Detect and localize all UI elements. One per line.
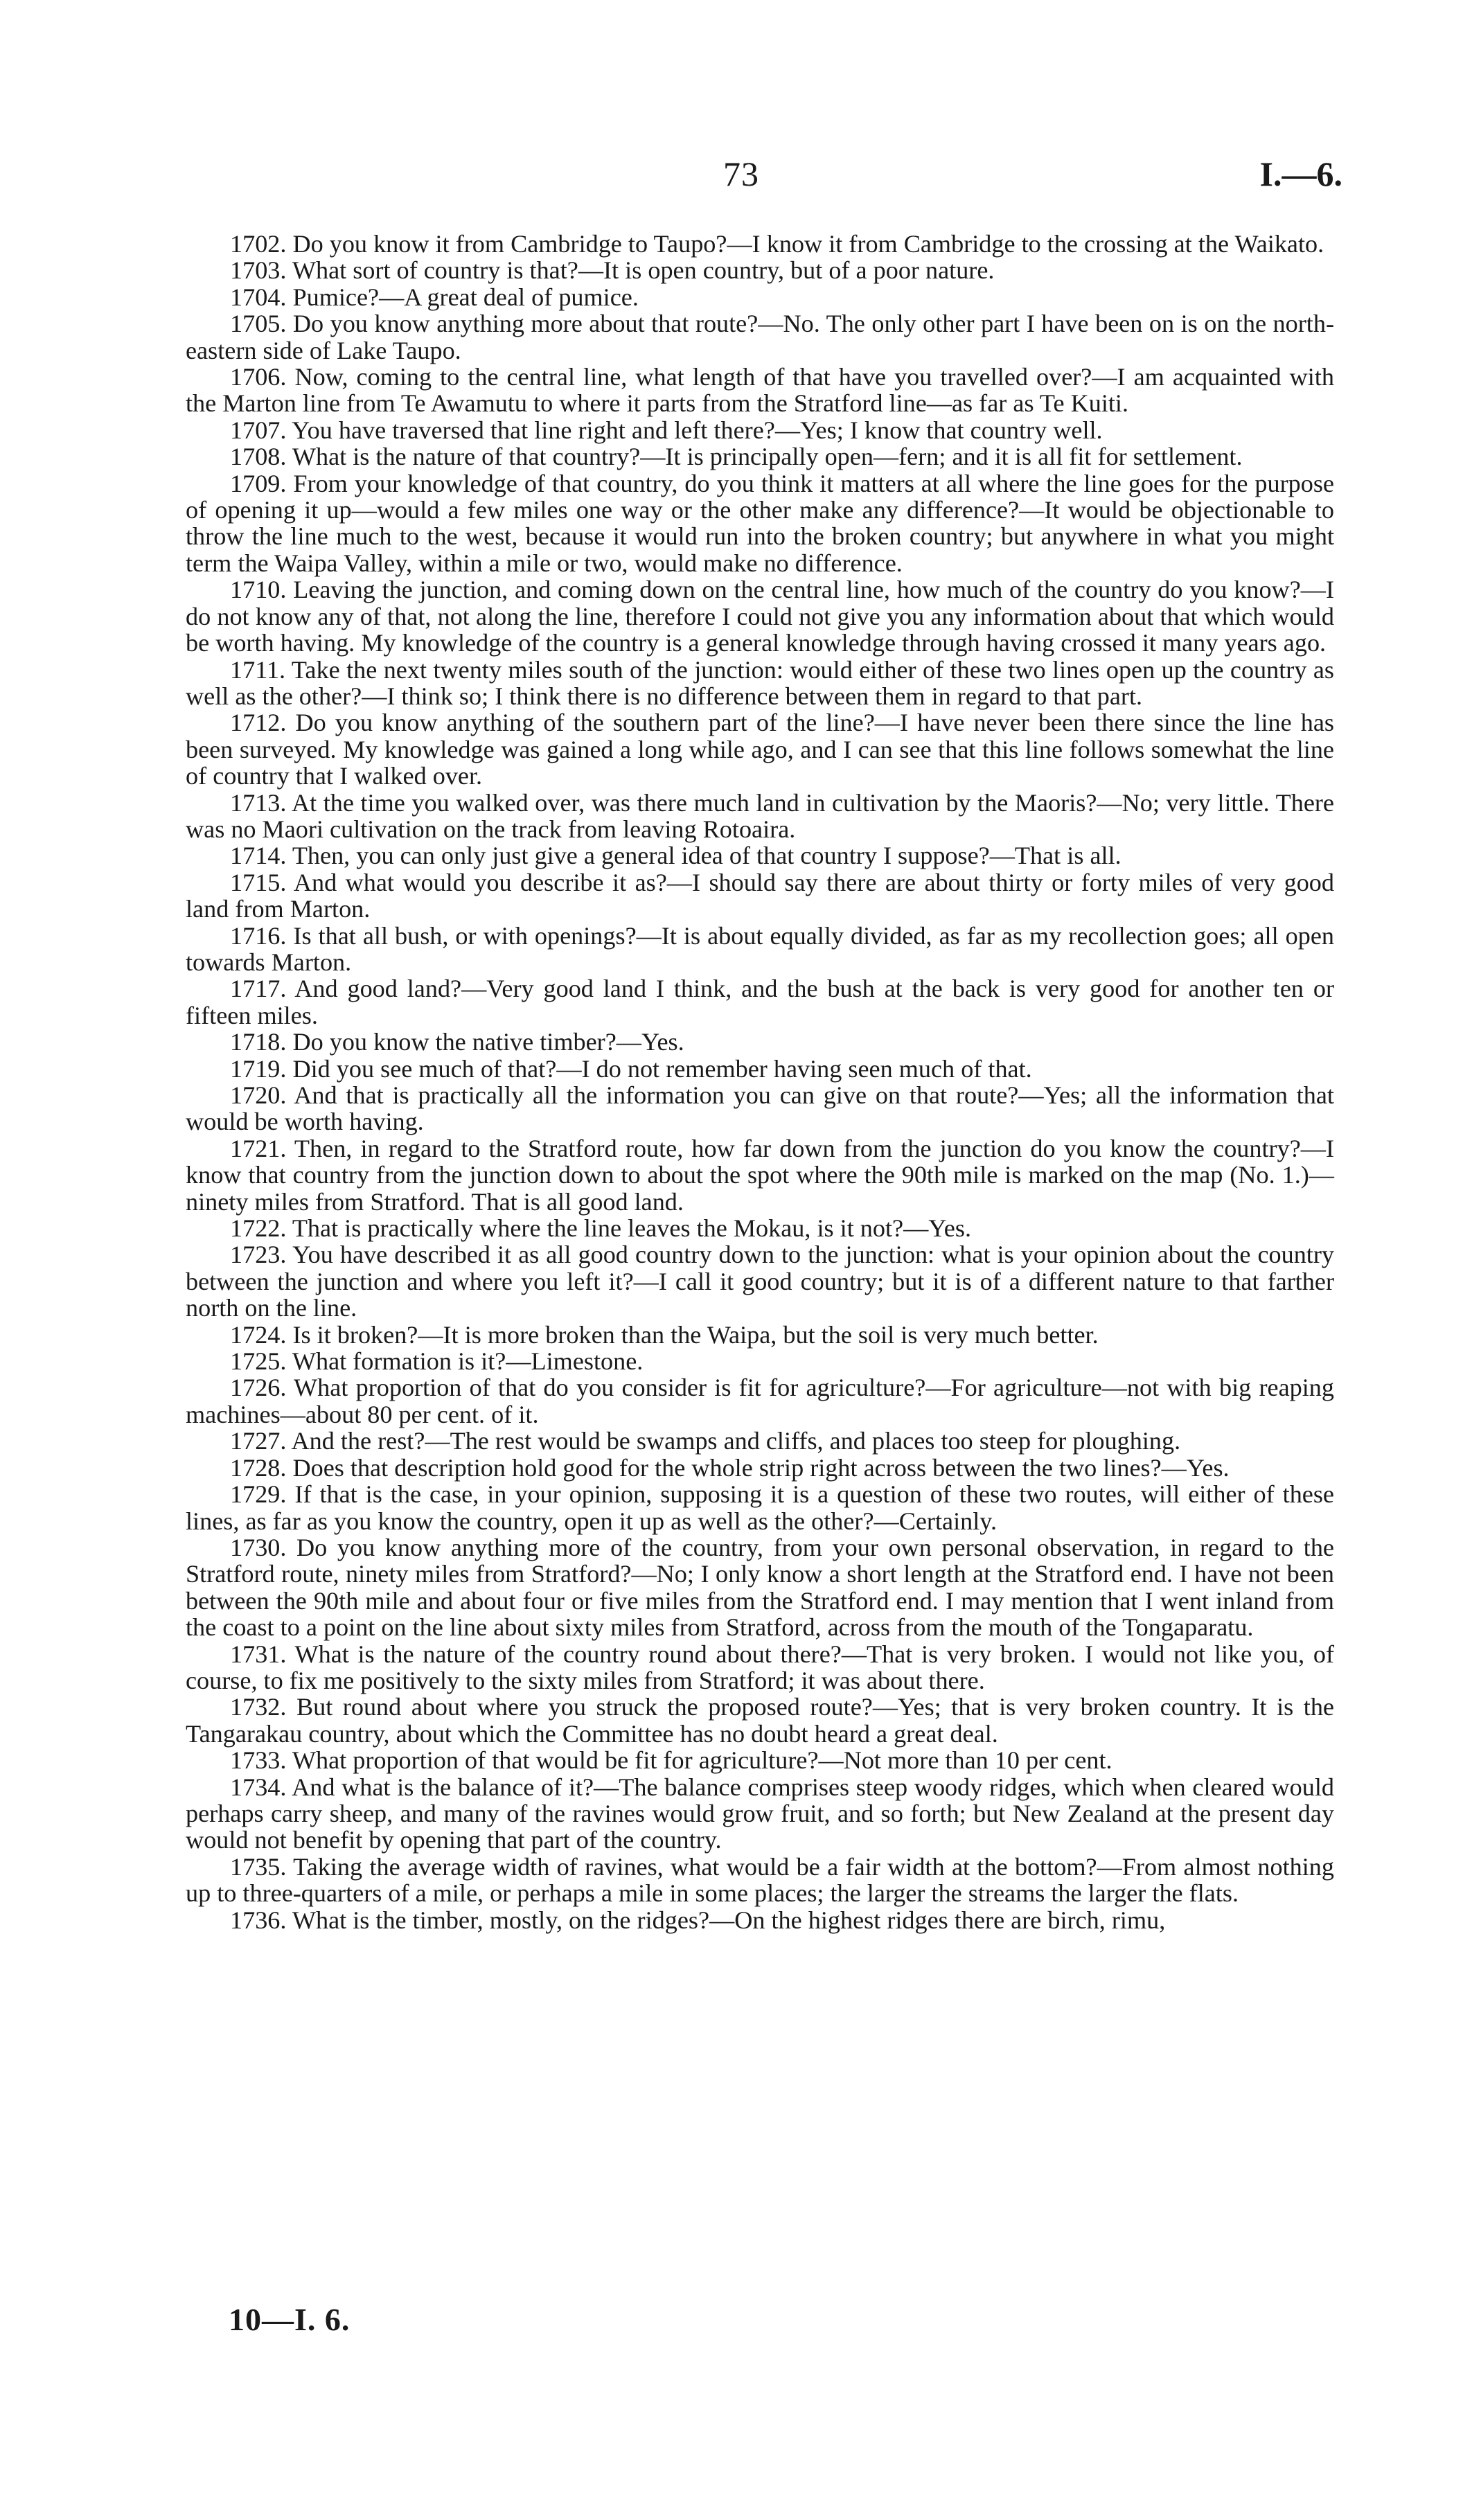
testimony-paragraph: 1731. What is the nature of the country round about there?—That is very broken. I would not like you, of course, to fix me positively to the sixty miles from Stratford; it was about there. [186, 1640, 1334, 1694]
testimony-paragraph: 1736. What is the timber, mostly, on the ridges?—On the highest ridges there are birch, rimu, [230, 1906, 1166, 1934]
printer-signature: 10—I. 6. [229, 2302, 351, 2337]
testimony-paragraph: 1706. Now, coming to the central line, what length of that have you travelled over?—I am acquainted with the Marton line from Te Awamutu to where it parts from the Stratford line—as far as Te Kuiti. [186, 363, 1334, 418]
testimony-paragraph: 1709. From your knowledge of that country, do you think it matters at all where the line goes for the purpose of opening it up—would a few miles one way or the other make any difference?—It would be objectionable to throw the line much to the west, because it would run into the broken country; but anywhere in what you might term the Waipa Valley, within a mile or two, would make no difference. [186, 469, 1334, 577]
testimony-paragraph: 1723. You have described it as all good country down to the junction: what is your opinion about the country between the junction and where you left it?—I call it good country; but it is of a different nature to that farther north on the line. [186, 1241, 1334, 1322]
testimony-paragraph: 1712. Do you know anything of the southern part of the line?—I have never been there since the line has been surveyed. My knowledge was gained a long while ago, and I can see that this line follows somewhat the line of country that I walked over. [186, 709, 1334, 790]
testimony-paragraph: 1721. Then, in regard to the Stratford route, how far down from the junction do you know the country?—I know that country from the junction down to about the spot where the 90th mile is marked on the map (No. 1.)—ninety miles from Stratford. That is all good land. [186, 1134, 1334, 1216]
testimony-paragraph: 1730. Do you know anything more of the country, from your own personal observation, in regard to the Stratford route, ninety miles from Stratford?—No; I only know a short length at the Stratford end. I have not been between the 90th mile and about four or five miles from the Stratford end. I may mention that I went inland from the coast to a point on the line about sixty miles from Stratford, across from the mouth of the Tongaparatu. [186, 1533, 1334, 1642]
testimony-paragraph: 1735. Taking the average width of ravines, what would be a fair width at the bottom?—From almost nothing up to three-quarters of a mile, or perhaps a mile in some places; the larger the streams the larger the flats. [186, 1852, 1334, 1908]
testimony-paragraph: 1728. Does that description hold good for the whole strip right across between the two lines?—Yes. [230, 1453, 1230, 1482]
document-reference: I.—6. [1259, 154, 1342, 193]
testimony-paragraph: 1734. And what is the balance of it?—The balance comprises steep woody ridges, which when cleared would perhaps carry sheep, and many of the ravines would grow fruit, and so forth; but New Zealand at the present day would not benefit by opening that part of the country. [186, 1773, 1334, 1854]
testimony-paragraph: 1708. What is the nature of that country?—It is principally open—fern; and it is all fit for settlement. [230, 443, 1243, 471]
testimony-paragraph: 1711. Take the next twenty miles south of the junction: would either of these two lines open up the country as well as the other?—I think so; I think there is no difference between them in regard to that part. [186, 655, 1334, 710]
page-number: 73 [723, 154, 759, 193]
testimony-paragraph: 1718. Do you know the native timber?—Yes. [230, 1028, 684, 1056]
page-header [0, 154, 1481, 202]
testimony-paragraph: 1702. Do you know it from Cambridge to Taupo?—I know it from Cambridge to the crossing at the Waikato. [230, 230, 1324, 258]
testimony-paragraph: 1720. And that is practically all the information you can give on that route?—Yes; all the information that would be worth having. [186, 1081, 1334, 1136]
testimony-body [186, 231, 1334, 1933]
testimony-paragraph: 1719. Did you see much of that?—I do not remember having seen much of that. [230, 1054, 1032, 1083]
testimony-paragraph: 1705. Do you know anything more about that route?—No. The only other part I have been on is on the north-eastern side of Lake Taupo. [186, 310, 1334, 364]
testimony-paragraph: 1724. Is it broken?—It is more broken than the Waipa, but the soil is very much better. [230, 1320, 1099, 1349]
testimony-paragraph: 1710. Leaving the junction, and coming down on the central line, how much of the country do you know?—I do not know any of that, not along the line, therefore I could not give you any information about that which would be worth having. My knowledge of the country is a general knowledge through having crossed it many years ago. [186, 576, 1334, 657]
testimony-paragraph: 1717. And good land?—Very good land I think, and the bush at the back is very good for another ten or fifteen miles. [186, 975, 1334, 1029]
testimony-paragraph: 1733. What proportion of that would be fit for agriculture?—Not more than 10 per cent. [230, 1746, 1112, 1775]
testimony-paragraph: 1722. That is practically where the line leaves the Mokau, is it not?—Yes. [230, 1214, 971, 1243]
testimony-paragraph: 1713. At the time you walked over, was there much land in cultivation by the Maoris?—No; very little. There was no Maori cultivation on the track from leaving Rotoaira. [186, 788, 1334, 843]
testimony-paragraph: 1703. What sort of country is that?—It is open country, but of a poor nature. [230, 256, 995, 285]
testimony-paragraph: 1729. If that is the case, in your opinion, supposing it is a question of these two routes, will either of these lines, as far as you know the country, open it up as well as the other?—Certainly. [186, 1480, 1334, 1535]
testimony-paragraph: 1727. And the rest?—The rest would be swamps and cliffs, and places too steep for ploughing. [230, 1427, 1181, 1455]
testimony-paragraph: 1707. You have traversed that line right and left there?—Yes; I know that country well. [230, 416, 1103, 444]
testimony-paragraph: 1726. What proportion of that do you consider is fit for agriculture?—For agriculture—not with big reaping machines—about 80 per cent. of it. [186, 1374, 1334, 1428]
testimony-paragraph: 1704. Pumice?—A great deal of pumice. [230, 283, 639, 311]
testimony-paragraph: 1715. And what would you describe it as?—I should say there are about thirty or forty miles of very good land from Marton. [186, 868, 1334, 923]
testimony-paragraph: 1716. Is that all bush, or with openings?—It is about equally divided, as far as my recollection goes; all open towards Marton. [186, 921, 1334, 976]
testimony-paragraph: 1714. Then, you can only just give a general idea of that country I suppose?—That is all. [230, 842, 1121, 870]
testimony-paragraph: 1732. But round about where you struck the proposed route?—Yes; that is very broken country. It is the Tangarakau country, about which the Committee has no doubt heard a great deal. [186, 1693, 1334, 1748]
testimony-paragraph: 1725. What formation is it?—Limestone. [230, 1347, 644, 1376]
